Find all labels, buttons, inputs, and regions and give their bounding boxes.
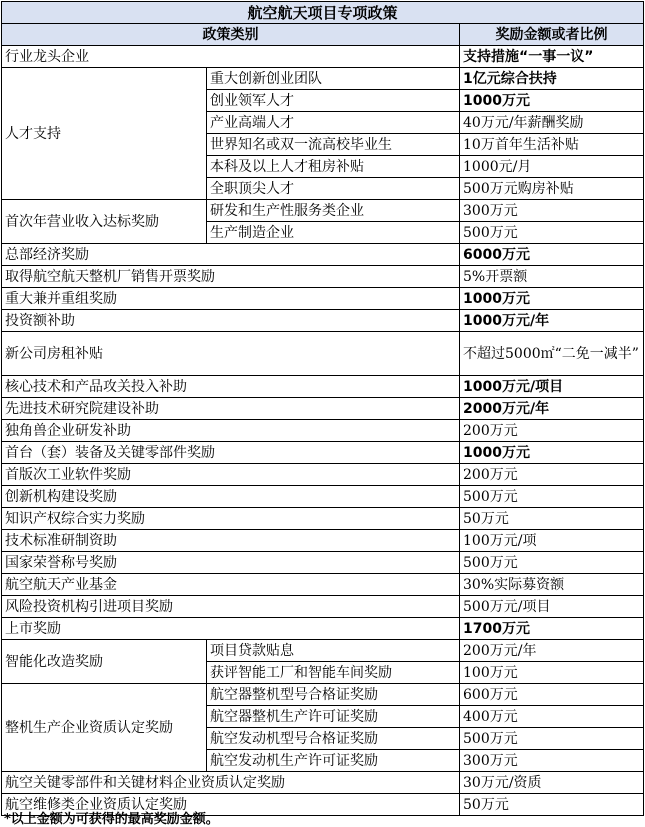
table-row [2, 486, 644, 508]
category-cell: 上市奖励 [2, 618, 460, 640]
amount-cell: 100万元/项 [460, 530, 644, 552]
group-cell: 首次年营业收入达标奖励 [2, 200, 207, 244]
amount-cell: 1000万元/年 [460, 310, 644, 332]
table-row [2, 464, 644, 486]
header-category: 政策类别 [2, 24, 460, 46]
table-row [2, 508, 644, 530]
table-row [2, 618, 644, 640]
subcategory-cell: 航空发动机生产许可证奖励 [207, 750, 460, 772]
amount-cell: 不超过5000㎡“二免一减半” [460, 332, 644, 376]
category-cell: 核心技术和产品攻关投入补助 [2, 376, 460, 398]
amount-cell: 1000万元 [460, 90, 644, 112]
amount-cell: 300万元 [460, 750, 644, 772]
category-cell: 国家荣誉称号奖励 [2, 552, 460, 574]
amount-cell: 支持措施“一事一议” [460, 46, 644, 68]
amount-cell: 1000万元 [460, 288, 644, 310]
table-row [2, 266, 644, 288]
amount-cell: 500万元 [460, 222, 644, 244]
category-cell: 风险投资机构引进项目奖励 [2, 596, 460, 618]
category-cell: 知识产权综合实力奖励 [2, 508, 460, 530]
category-cell: 重大兼并重组奖励 [2, 288, 460, 310]
table-row [2, 310, 644, 332]
amount-cell: 200万元 [460, 420, 644, 442]
category-cell: 独角兽企业研发补助 [2, 420, 460, 442]
table-row [2, 398, 644, 420]
table-row [2, 596, 644, 618]
table-row [2, 46, 644, 68]
amount-cell: 1700万元 [460, 618, 644, 640]
category-cell: 航空维修类企业资质认定奖励 [2, 794, 460, 816]
amount-cell: 5%开票额 [460, 266, 644, 288]
amount-cell: 100万元 [460, 662, 644, 684]
subcategory-cell: 世界知名或双一流高校毕业生 [207, 134, 460, 156]
table-row [2, 288, 644, 310]
amount-cell: 30%实际募资额 [460, 574, 644, 596]
category-cell: 行业龙头企业 [2, 46, 460, 68]
amount-cell: 200万元/年 [460, 640, 644, 662]
amount-cell: 1亿元综合扶持 [460, 68, 644, 90]
amount-cell: 2000万元/年 [460, 398, 644, 420]
header-amount: 奖励金额或者比例 [460, 24, 644, 46]
table-row [2, 530, 644, 552]
table-row [2, 420, 644, 442]
category-cell: 航空关键零部件和关键材料企业资质认定奖励 [2, 772, 460, 794]
amount-cell: 500万元购房补贴 [460, 178, 644, 200]
subcategory-cell: 重大创新创业团队 [207, 68, 460, 90]
subcategory-cell: 航空发动机型号合格证奖励 [207, 728, 460, 750]
category-cell: 投资额补助 [2, 310, 460, 332]
amount-cell: 1000万元 [460, 442, 644, 464]
subcategory-cell: 本科及以上人才租房补贴 [207, 156, 460, 178]
subcategory-cell: 创业领军人才 [207, 90, 460, 112]
category-cell: 总部经济奖励 [2, 244, 460, 266]
table-row [2, 684, 644, 706]
amount-cell: 6000万元 [460, 244, 644, 266]
category-cell: 创新机构建设奖励 [2, 486, 460, 508]
subcategory-cell: 航空器整机型号合格证奖励 [207, 684, 460, 706]
table-row [2, 244, 644, 266]
amount-cell: 50万元 [460, 794, 644, 816]
title-row [2, 2, 644, 24]
group-cell: 人才支持 [2, 68, 207, 200]
category-cell: 航空航天产业基金 [2, 574, 460, 596]
amount-cell: 200万元 [460, 464, 644, 486]
group-cell: 智能化改造奖励 [2, 640, 207, 684]
table-title: 航空航天项目专项政策 [2, 2, 644, 24]
subcategory-cell: 研发和生产性服务类企业 [207, 200, 460, 222]
subcategory-cell: 产业高端人才 [207, 112, 460, 134]
table-row [2, 376, 644, 398]
amount-cell: 10万首年生活补贴 [460, 134, 644, 156]
table-row [2, 640, 644, 662]
footnote: *以上金额为可获得的最高奖励金额。 [4, 812, 219, 827]
subcategory-cell: 全职顶尖人才 [207, 178, 460, 200]
table-row [2, 200, 644, 222]
amount-cell: 500万元/项目 [460, 596, 644, 618]
amount-cell: 400万元 [460, 706, 644, 728]
amount-cell: 500万元 [460, 552, 644, 574]
amount-cell: 1000元/月 [460, 156, 644, 178]
table-row [2, 552, 644, 574]
amount-cell: 50万元 [460, 508, 644, 530]
table-row [2, 332, 644, 376]
amount-cell: 1000万元/项目 [460, 376, 644, 398]
amount-cell: 600万元 [460, 684, 644, 706]
table-row [2, 68, 644, 90]
amount-cell: 300万元 [460, 200, 644, 222]
subcategory-cell: 航空器整机生产许可证奖励 [207, 706, 460, 728]
amount-cell: 30万元/资质 [460, 772, 644, 794]
category-cell: 取得航空航天整机厂销售开票奖励 [2, 266, 460, 288]
group-cell: 整机生产企业资质认定奖励 [2, 684, 207, 772]
amount-cell: 500万元 [460, 728, 644, 750]
category-cell: 先进技术研究院建设补助 [2, 398, 460, 420]
amount-cell: 40万元/年薪酬奖励 [460, 112, 644, 134]
category-cell: 首版次工业软件奖励 [2, 464, 460, 486]
table-row [2, 772, 644, 794]
header-row [2, 24, 644, 46]
table-row [2, 574, 644, 596]
category-cell: 首台（套）装备及关键零部件奖励 [2, 442, 460, 464]
table-row [2, 442, 644, 464]
amount-cell: 500万元 [460, 486, 644, 508]
policy-table [1, 1, 644, 816]
subcategory-cell: 生产制造企业 [207, 222, 460, 244]
subcategory-cell: 项目贷款贴息 [207, 640, 460, 662]
category-cell: 新公司房租补贴 [2, 332, 460, 376]
category-cell: 技术标准研制资助 [2, 530, 460, 552]
subcategory-cell: 获评智能工厂和智能车间奖励 [207, 662, 460, 684]
